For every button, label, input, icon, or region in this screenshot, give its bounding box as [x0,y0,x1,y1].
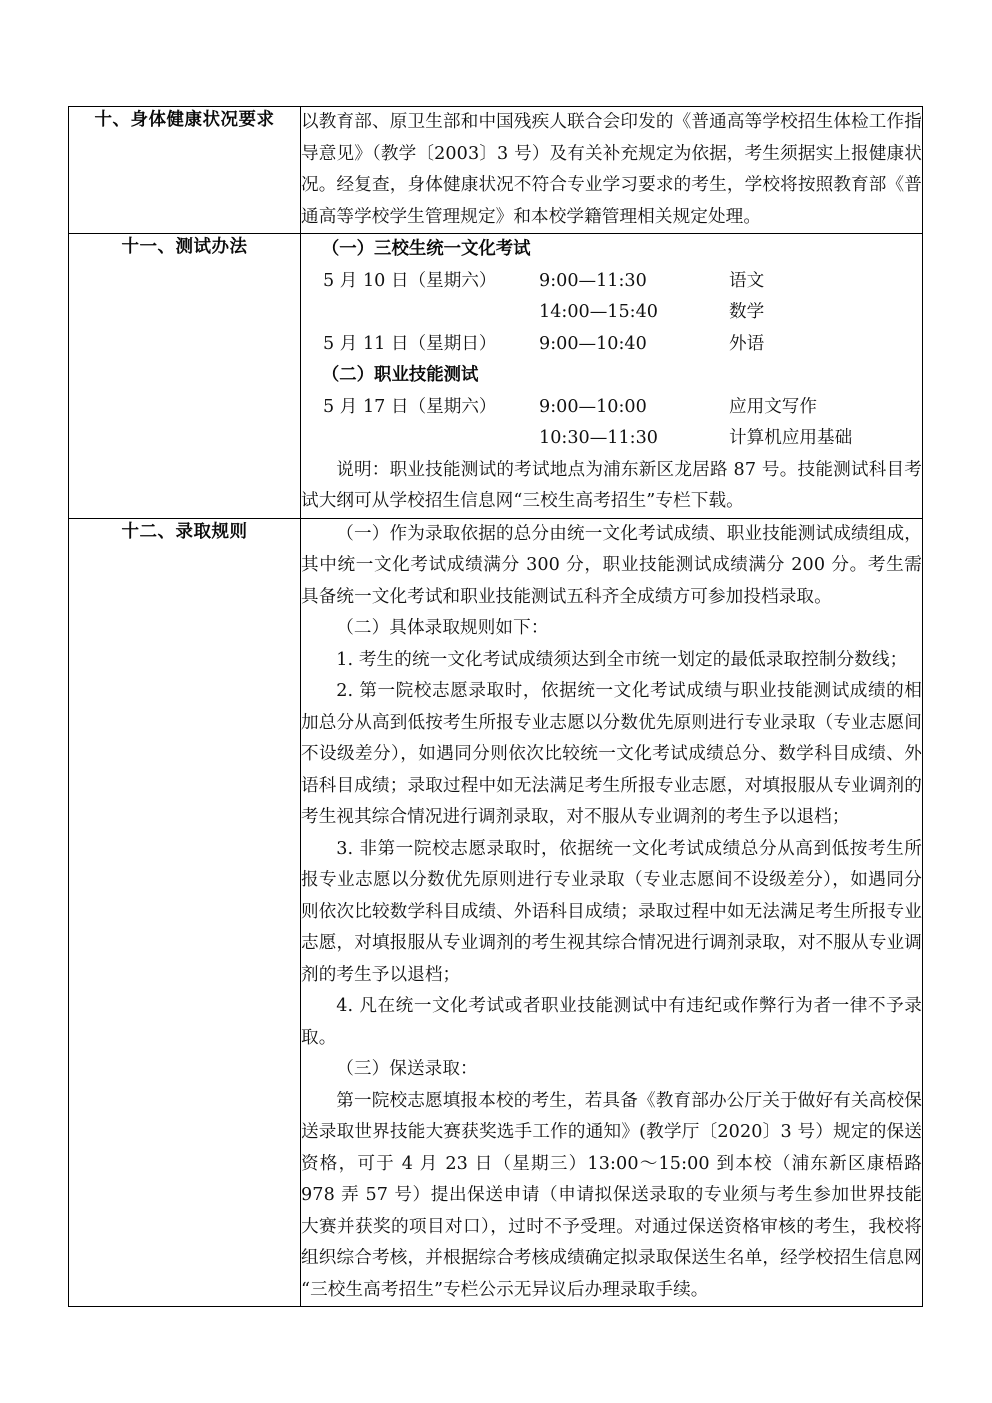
schedule-row [301,423,922,455]
row-label-testing: 十一、测试办法 [121,237,248,257]
schedule-time: 9:00—11:30 [539,270,647,291]
table-row [69,518,923,1307]
row-label-admission-rules: 十二、录取规则 [121,521,248,542]
schedule-time: 10:30—11:30 [539,428,658,448]
schedule-time: 9:00—10:40 [539,333,647,354]
schedule-row [301,297,922,329]
testing-note: 说明：职业技能测试的考试地点为浦东新区龙居路 87 号。技能测试科目考试大纲可从学校招生信息网“三校生高考招生”专栏下载。 [301,459,922,511]
schedule-row [301,329,922,361]
row-label-cell-testing [69,234,301,519]
row-body-cell-health [301,107,923,234]
schedule-vocational-skills-test [301,392,922,455]
admission-paragraph-4: 2. 第一院校志愿录取时，依据统一文化考试成绩与职业技能测试成绩的相加总分从高到低按考生所报专业志愿以分数优先原则进行专业录取（专业志愿间不设级差分），如遇同分则依次比较统一文化考试成绩总分、数学科目成绩、外语科目成绩；录取过程中如无法满足考生所报专业志愿，对填报服从专业调剂的考生视其综合情况进行调剂录取，对不服从专业调剂的考生予以退档； [301,681,922,827]
admission-paragraph-5: 3. 非第一院校志愿录取时，依据统一文化考试成绩总分从高到低按考生所报专业志愿以分数优先原则进行专业录取（专业志愿间不设级差分），如遇同分则依次比较数学科目成绩、外语科目成绩；录取过程中如无法满足考生所报专业志愿，对填报服从专业调剂的考生视其综合情况进行调剂录取，对不服从专业调剂的考生予以退档； [301,838,922,985]
table-row [69,107,923,234]
schedule-date [301,423,539,455]
schedule-subject: 应用文写作 [729,396,817,417]
row-body-cell-testing [301,234,923,519]
table-row [69,234,923,519]
schedule-row [301,266,922,298]
schedule-subject: 外语 [729,333,765,354]
schedule-date [301,297,539,329]
schedule-subject: 数学 [729,302,765,322]
schedule-subject: 计算机应用基础 [729,428,853,448]
schedule-date: 5 月 11 日（星期日） [323,333,497,354]
row-label-health: 十、身体健康状况要求 [94,110,275,130]
section-heading-unified-culture-exam: （一）三校生统一文化考试 [321,239,531,259]
admission-paragraph-3: 1. 考生的统一文化考试成绩须达到全市统一划定的最低录取控制分数线； [336,649,908,670]
section-heading-vocational-skills-test: （二）职业技能测试 [321,365,479,385]
admission-paragraph-6: 4. 凡在统一文化考试或者职业技能测试中有违纪或作弊行为者一律不予录取。 [301,996,922,1048]
schedule-subject: 语文 [729,270,765,291]
schedule-unified-culture-exam [301,266,922,361]
health-paragraph: 以教育部、原卫生部和中国残疾人联合会印发的《普通高等学校招生体检工作指导意见》（教学〔2003〕3 号）及有关补充规定为依据，考生须据实上报健康状况。经复查，身体健康状况不符合专业学习要求的考生，学校将按照教育部《普通高等学校学生管理规定》和本校学籍管理相关规定处理。 [301,112,922,227]
row-body-cell-admission-rules [301,518,923,1307]
schedule-time: 9:00—10:00 [539,396,647,417]
schedule-time: 14:00—15:40 [539,302,658,322]
admission-paragraph-1: （一）作为录取依据的总分由统一文化考试成绩、职业技能测试成绩组成，其中统一文化考试成绩满分 300 分，职业技能测试成绩满分 200 分。考生需具备统一文化考试和职业技能测试五科齐全成绩方可参加投档录取。 [301,523,922,607]
admission-paragraph-7: （三）保送录取： [336,1059,478,1079]
admissions-regulations-table [68,106,923,1307]
schedule-date: 5 月 10 日（星期六） [323,270,497,291]
admission-paragraph-2: （二）具体录取规则如下： [336,618,549,638]
schedule-date: 5 月 17 日（星期六） [323,396,497,417]
admission-paragraph-8: 第一院校志愿填报本校的考生，若具备《教育部办公厅关于做好有关高校保送录取世界技能大赛获奖选手工作的通知》(教学厅〔2020〕3 号）规定的保送资格，可于 4 月 23 日（星期三）13:00～15:00 到本校（浦东新区康梧路 978 弄 57 号）提出保送申请（申请拟保送录取的专业须与考生参加世界技能大赛并获奖的项目对口），过时不予受理。对通过保送资格审核的考生，我校将组织综合考核，并根据综合考核成绩确定拟录取保送生名单，经学校招生信息网“三校生高考招生”专栏公示无异议后办理录取手续。 [301,1090,922,1300]
row-label-cell-health [69,107,301,234]
schedule-row [301,392,922,424]
row-label-cell-admission-rules [69,518,301,1307]
